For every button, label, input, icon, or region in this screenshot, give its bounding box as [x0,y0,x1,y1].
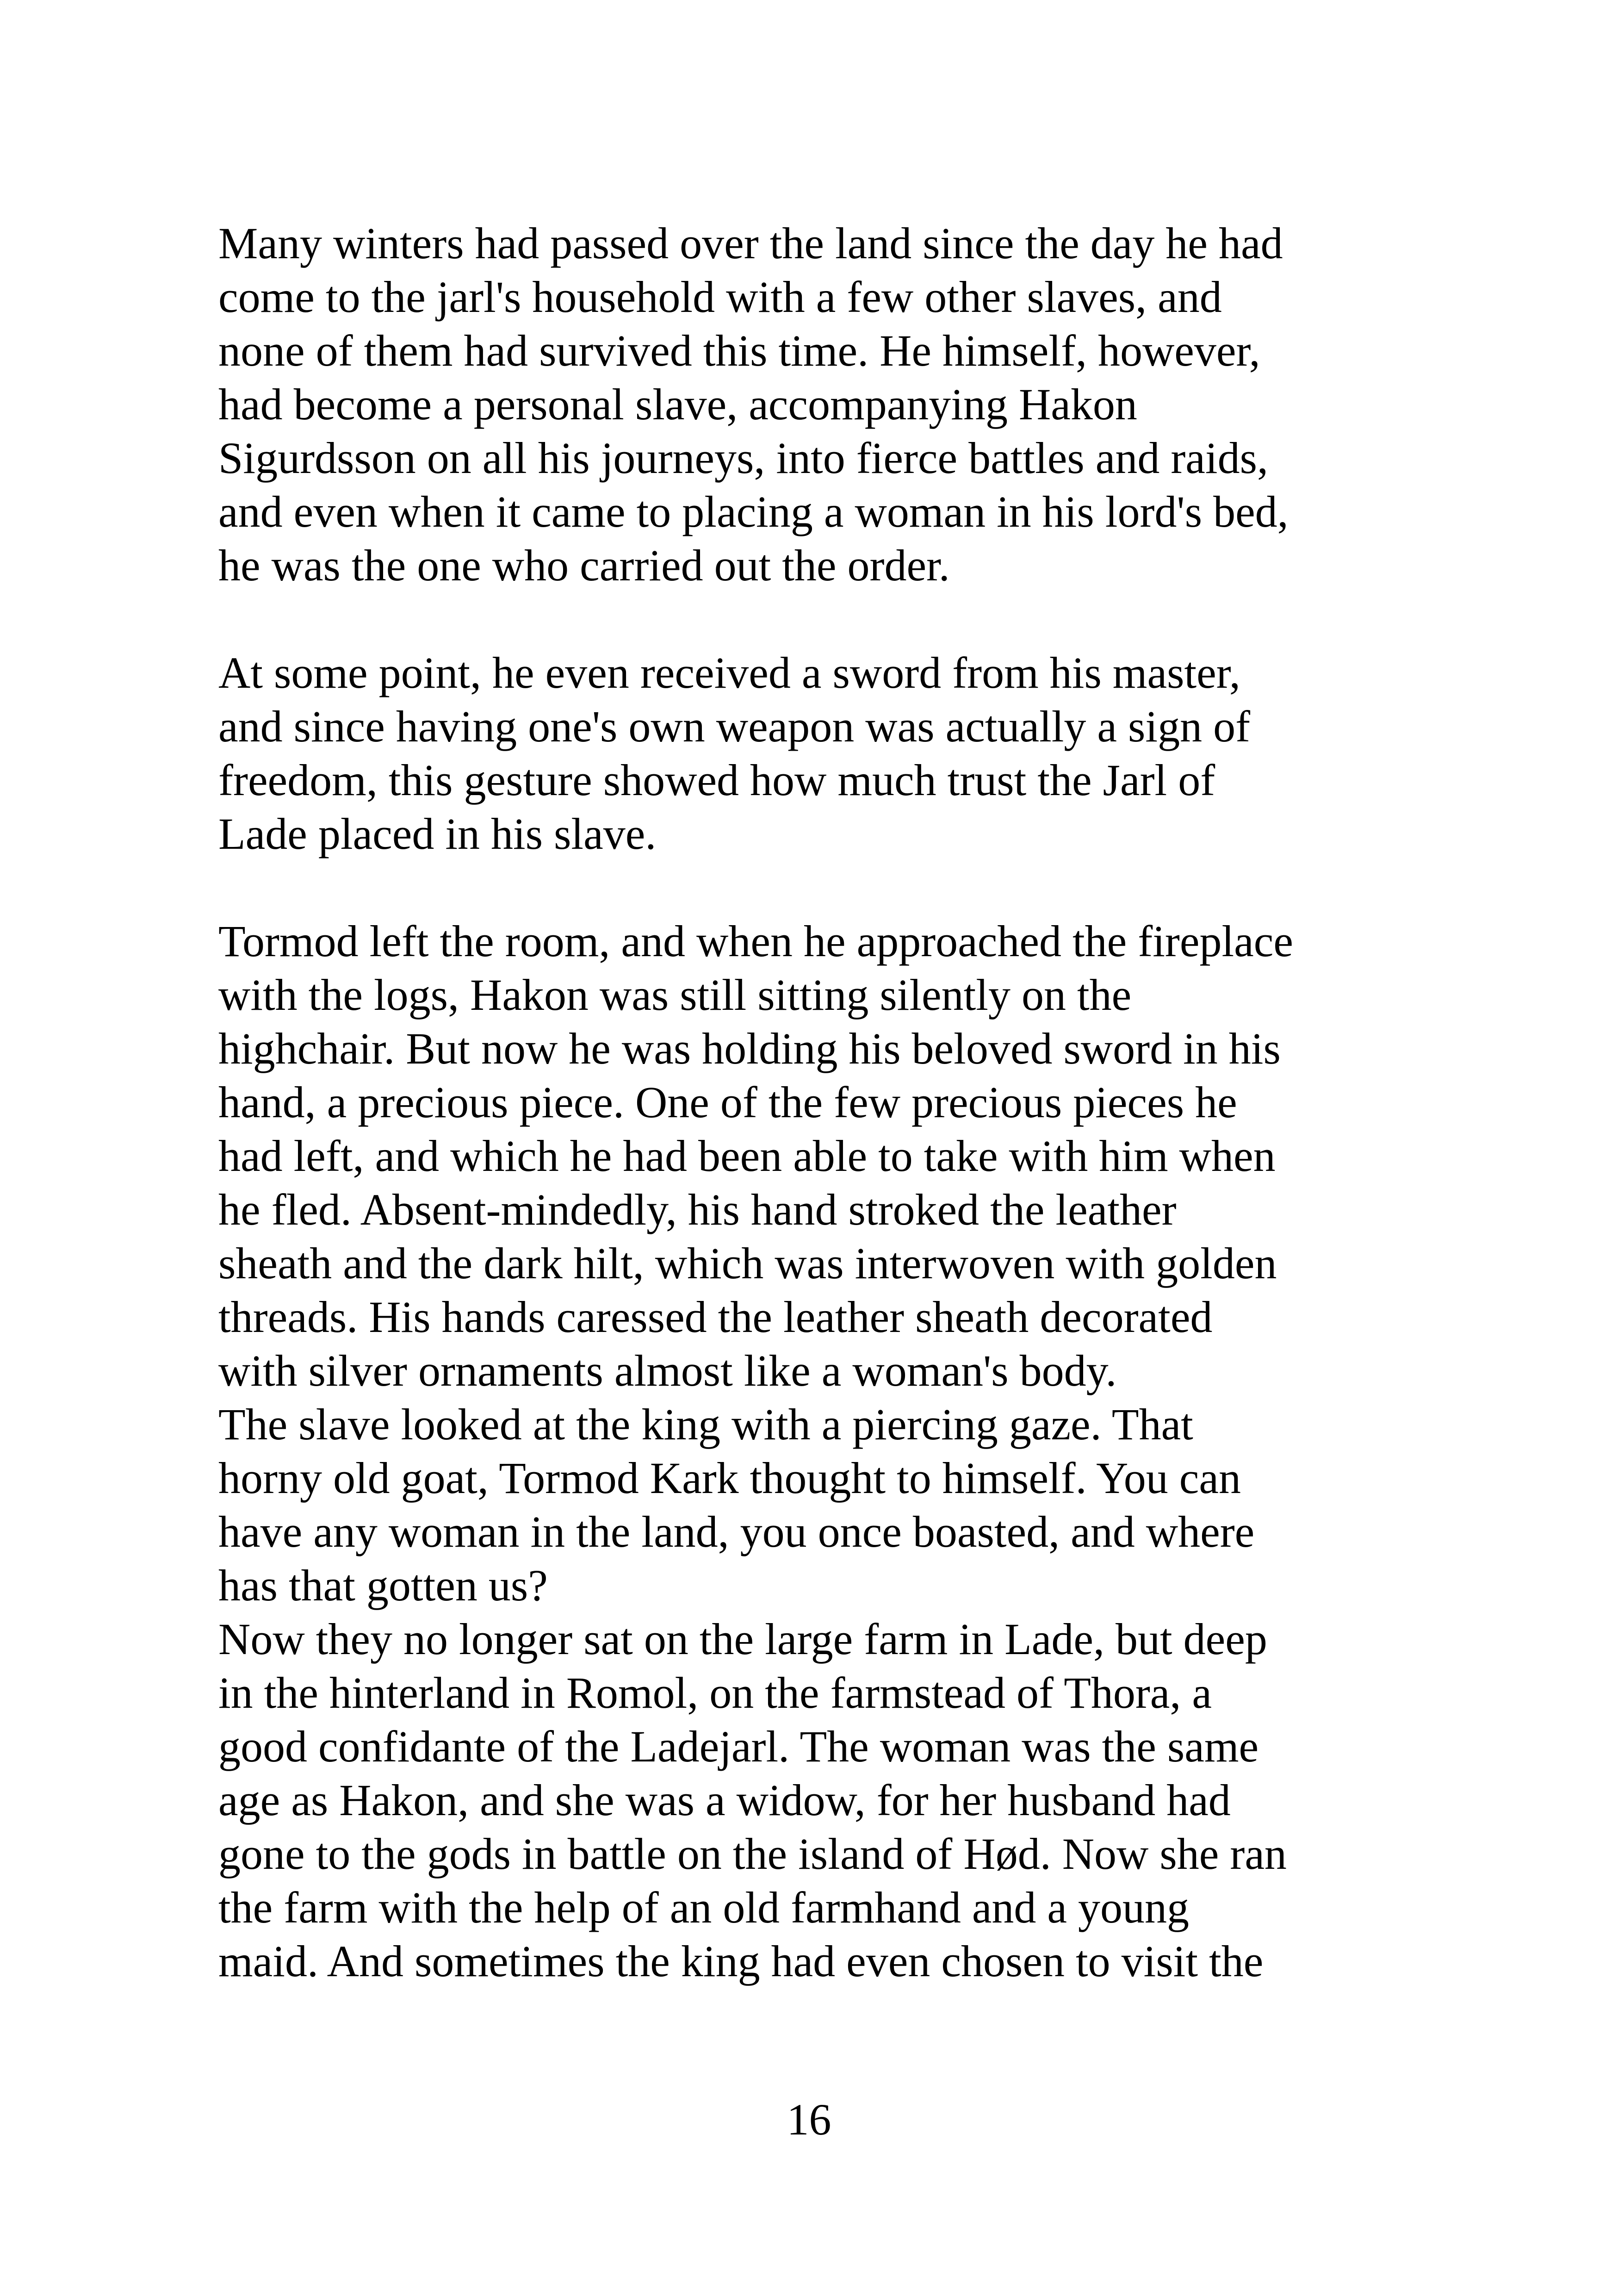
text-line: threads. His hands caressed the leather sheath decorated [218,1292,1213,1342]
text-line: hand, a precious piece. One of the few precious pieces he [218,1077,1237,1127]
paragraph-gap [218,861,1403,915]
text-line: the farm with the help of an old farmhand and a young [218,1883,1190,1932]
text-line: in the hinterland in Romol, on the farmstead of Thora, a [218,1668,1212,1717]
text-line: none of them had survived this time. He himself, however, [218,326,1260,375]
text-line: gone to the gods in battle on the island of Hød. Now she ran [218,1829,1287,1879]
text-line: The slave looked at the king with a piercing gaze. That [218,1400,1193,1449]
paragraph-3 [218,915,1403,1988]
text-line: good confidante of the Ladejarl. The woman was the same [218,1722,1259,1771]
text-line: freedom, this gesture showed how much trust the Jarl of [218,755,1215,805]
text-line: come to the jarl's household with a few other slaves, and [218,272,1222,322]
text-line: At some point, he even received a sword from his master, [218,648,1240,697]
text-line: has that gotten us? [218,1561,548,1610]
text-line: had become a personal slave, accompanying Hakon [218,380,1137,429]
text-line: with the logs, Hakon was still sitting silently on the [218,970,1132,1020]
text-line: Many winters had passed over the land since the day he had [218,218,1283,268]
page-body [218,217,1403,1988]
paragraph-2 [218,646,1403,861]
text-line: he was the one who carried out the order. [218,541,950,590]
text-line: with silver ornaments almost like a woman's body. [218,1346,1117,1395]
page-number: 16 [787,2095,831,2144]
text-line: sheath and the dark hilt, which was interwoven with golden [218,1238,1277,1288]
paragraph-1 [218,217,1403,592]
text-line: had left, and which he had been able to take with him when [218,1131,1276,1181]
text-line: Sigurdsson on all his journeys, into fierce battles and raids, [218,433,1268,483]
text-line: and even when it came to placing a woman in his lord's bed, [218,487,1289,536]
text-line: age as Hakon, and she was a widow, for her husband had [218,1775,1231,1825]
paragraph-gap [218,592,1403,646]
text-line: Tormod left the room, and when he approached the fireplace [218,916,1293,966]
text-line: maid. And sometimes the king had even chosen to visit the [218,1936,1264,1986]
text-line: Now they no longer sat on the large farm in Lade, but deep [218,1614,1267,1664]
text-line: Lade placed in his slave. [218,809,657,859]
text-line: have any woman in the land, you once boasted, and where [218,1507,1255,1556]
text-line: and since having one's own weapon was actually a sign of [218,702,1251,751]
text-line: horny old goat, Tormod Kark thought to himself. You can [218,1453,1241,1503]
text-line: highchair. But now he was holding his beloved sword in his [218,1024,1281,1073]
text-line: he fled. Absent-mindedly, his hand stroked the leather [218,1185,1177,1234]
